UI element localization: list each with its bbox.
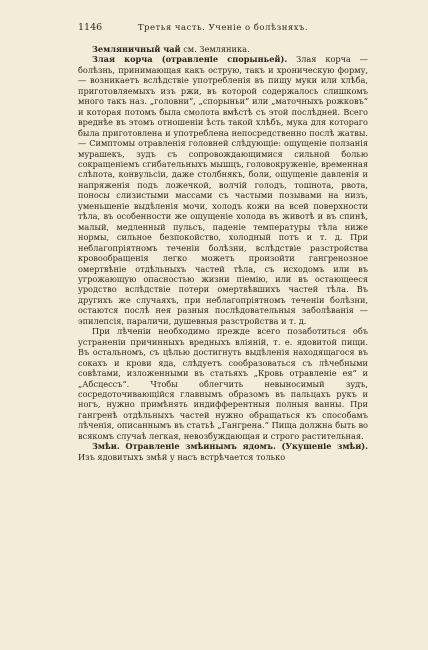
paragraph-text: см. Земляника. [180, 44, 250, 54]
running-title: Третья часть. Ученіе о болѣзняхъ. [137, 23, 309, 33]
paragraph-text: При лѣченіи необходимо прежде всего позаботиться объ устраненіи причинныхъ вредныхъ вліяній, т. е. ядовитой пищи. Въ остальномъ, съ цѣлью достигнуть выдѣленія находящагося въ сокахъ и крови яда, слѣдуетъ сообразоваться съ лѣчебными совѣтами, изложенными въ статьяхъ „Кровь отравленіе ея“ и „Абсцессъ“. Чтобы облегчить невыносимый зудъ, сосредоточивающійся главнымъ образомъ въ пальцахъ рукъ и ногъ, нужно примѣнять индифферентныя полныя ванны. При гангренѣ отдѣльныхъ частей нужно обращаться къ способамъ лѣченія, описаннымъ въ статьѣ „Гангрена.“ Пища должна быть во всякомъ случаѣ легкая, невозбуждающая и строго растительная. [78, 326, 368, 441]
entry-heading: Злая корча (отравленіе спорыньей). [92, 54, 288, 65]
paragraph-entry-ergotism [78, 54, 368, 326]
paragraph-treatment [78, 326, 368, 441]
body-text [78, 44, 368, 462]
paragraph-text: Изъ ядовитыхъ змѣй у насъ встрѣчается только [78, 451, 286, 462]
page-header [78, 22, 368, 34]
paragraph-entry-strawberry-tea [78, 44, 368, 54]
page-number: 1146 [78, 22, 103, 33]
paragraph-text: Злая корча — болѣзнь, принимающая какъ острую, такъ и хроническую форму, — возникаетъ вслѣдствіе употребленія въ пищу муки или хлѣба, приготовляемыхъ изъ ржи, въ которой содержалось слишкомъ много такъ наз. „головни“, „спорыньи“ или „маточныхъ рожковъ“ и которая потомъ была смолота вмѣстѣ съ этой послѣдней. Всего вреднѣе въ этомъ отношеніи ѣсть такой хлѣбъ, мука для котораго была приготовлена и употреблена непосредственно послѣ жатвы. — Симптомы отравленія головней слѣдующіе: ощущеніе ползанія мурашекъ, зудъ съ сопровождающимися сильной болью сокращеніемъ сгибательныхъ мышцъ, головокруженіе, временная слѣпота, конвульсіи, даже столбнякъ, боли, ощущеніе давленія и напряженія подъ ложечкой, волчій голодъ, тошнота, рвота, поносы слизистыми массами съ частыми позывами на низъ, уменьшеніе выдѣленія мочи, холодъ кожи на всей поверхности тѣла, въ особенности же ощущеніе холода въ животѣ и въ спинѣ, малый, медленный пульсъ, паденіе температуры тѣла ниже нормы, сильное безпокойство, холодный потъ и т. д. При неблагопріятномъ теченіи болѣзни, вслѣдствіе разстройства кровообращенія легко можетъ произойти гангренозное омертвѣніе отдѣльныхъ частей тѣла, съ исходомъ или въ угрожающую опасностью жизни піемію, или въ остающееся уродство вслѣдствіе потери омертвѣвшихъ частей тѣла. Въ другихъ же случаяхъ, при неблагопріятномъ теченіи болѣзни, остаются послѣ нея разныя послѣдовательныя заболѣванія — эпилепсія, параличи, душевныя разстройства и т. д. [78, 54, 368, 326]
paragraph-entry-snakes [78, 441, 368, 462]
entry-heading: Земляничный чай [92, 44, 181, 54]
entry-heading: Змѣи. Отравленіе змѣинымъ ядомъ. (Укушеніе змѣи). [92, 441, 368, 452]
